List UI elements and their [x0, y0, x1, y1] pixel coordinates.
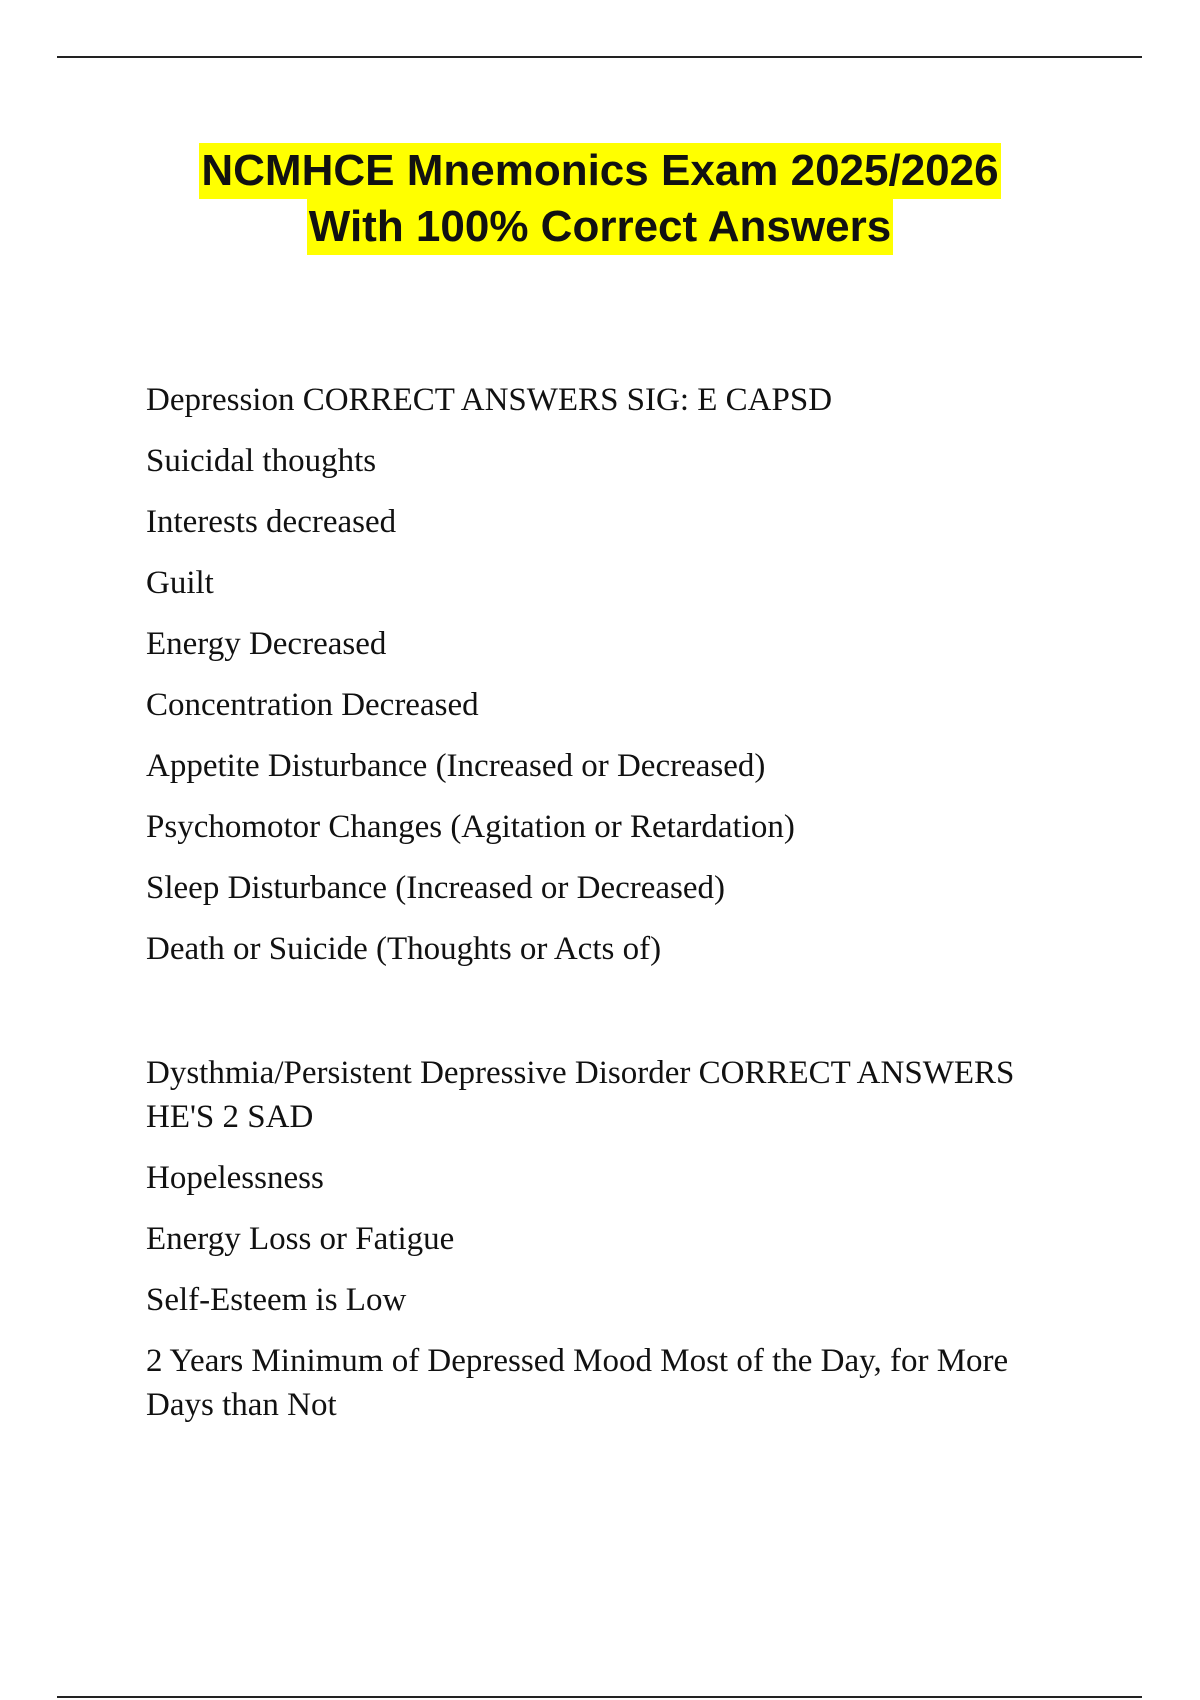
section-dysthymia [146, 1051, 1046, 1444]
list-item: Suicidal thoughts [146, 443, 377, 479]
list-item: Interests decreased [146, 504, 397, 540]
section-heading: Depression CORRECT ANSWERS SIG: E CAPSD [146, 382, 833, 418]
list-item: Energy Decreased [146, 626, 387, 662]
bottom-rule [57, 1696, 1142, 1698]
section-depression [146, 378, 1046, 988]
list-item: Psychomotor Changes (Agitation or Retardation) [146, 809, 795, 845]
title-line-1: NCMHCE Mnemonics Exam 2025/2026 [199, 143, 1000, 199]
list-item: Hopelessness [146, 1160, 324, 1196]
document-title [0, 143, 1200, 255]
list-item: Self-Esteem is Low [146, 1282, 407, 1318]
section-heading: Dysthmia/Persistent Depressive Disorder CORRECT ANSWERS HE'S 2 SAD [146, 1055, 1015, 1135]
title-line-2: With 100% Correct Answers [307, 199, 893, 255]
list-item: Concentration Decreased [146, 687, 479, 723]
list-item: 2 Years Minimum of Depressed Mood Most of the Day, for More Days than Not [146, 1343, 1009, 1423]
list-item: Energy Loss or Fatigue [146, 1221, 455, 1257]
top-rule [57, 56, 1142, 58]
list-item: Guilt [146, 565, 214, 601]
list-item: Sleep Disturbance (Increased or Decreased) [146, 870, 726, 906]
list-item: Death or Suicide (Thoughts or Acts of) [146, 931, 662, 967]
list-item: Appetite Disturbance (Increased or Decreased) [146, 748, 766, 784]
